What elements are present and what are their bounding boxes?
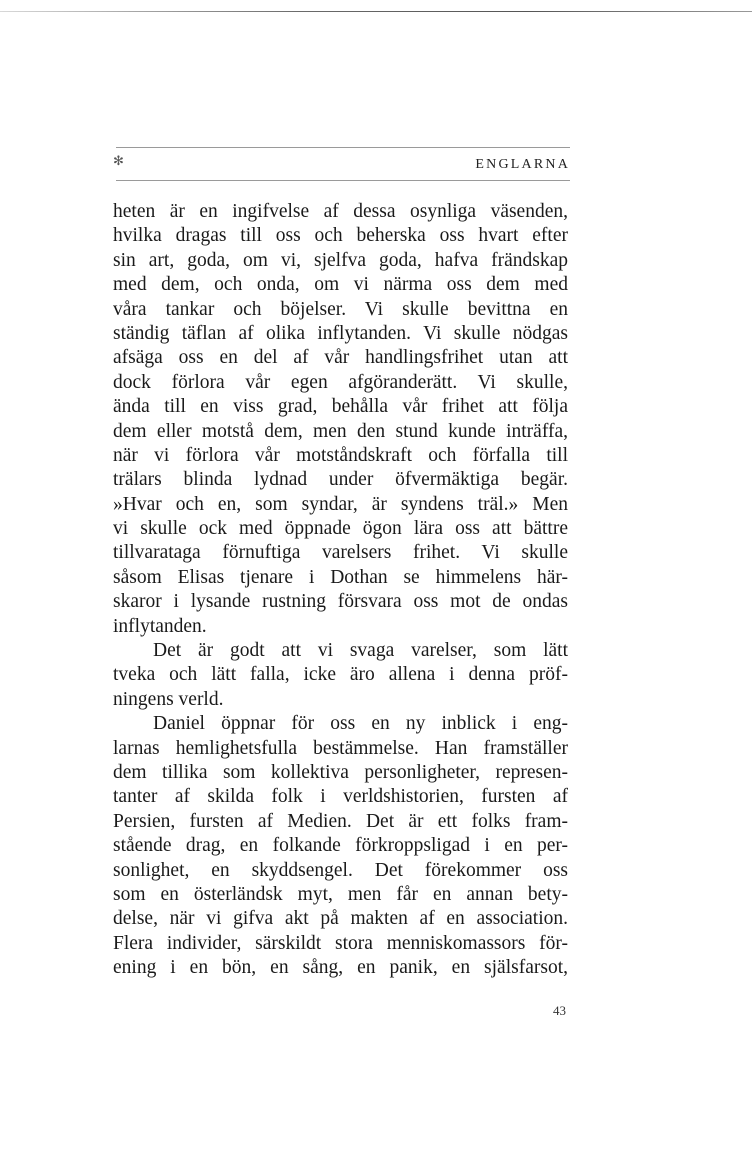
text-line: Det är godt att vi svaga varelser, som lätt bbox=[153, 640, 568, 662]
text-line: ningens verld. bbox=[113, 688, 224, 710]
text-line: tveka och lätt falla, icke äro allena i denna pröf- bbox=[113, 664, 568, 686]
running-head: ENGLARNA bbox=[475, 157, 570, 172]
header-rule-top bbox=[116, 147, 570, 148]
text-line: tanter af skilda folk i verldshistorien, fursten af bbox=[113, 786, 568, 808]
scan-edge-line bbox=[0, 11, 752, 12]
text-line: dem eller motstå dem, men den stund kunde inträffa, bbox=[113, 420, 568, 442]
text-line: Flera individer, särskildt stora menniskomassors för- bbox=[113, 932, 568, 954]
text-line: skaror i lysande rustning försvara oss mot de ondas bbox=[113, 591, 568, 613]
text-line: vi skulle ock med öppnade ögon lära oss att bättre bbox=[113, 518, 568, 540]
text-line: när vi förlora vår motståndskraft och förfalla till bbox=[113, 444, 568, 466]
text-line: trälars blinda lydnad under öfvermäktiga begär. bbox=[113, 469, 568, 491]
text-line: sonlighet, en skyddsengel. Det förekommer oss bbox=[113, 859, 568, 881]
text-line: stående drag, en folkande förkroppsligad i en per- bbox=[113, 835, 568, 857]
header-ornament-icon: ✻ bbox=[113, 153, 124, 168]
text-line: Persien, fursten af Medien. Det är ett folks fram- bbox=[113, 810, 568, 832]
header-rule-bottom bbox=[116, 180, 570, 181]
text-line: hvilka dragas till oss och beherska oss hvart efter bbox=[113, 225, 568, 247]
text-line: heten är en ingifvelse af dessa osynliga väsenden, bbox=[113, 201, 568, 222]
text-line: som en österländsk myt, men får en annan bety- bbox=[113, 883, 568, 905]
text-line: larnas hemlighetsfulla bestämmelse. Han framställer bbox=[113, 737, 568, 759]
text-line: »Hvar och en, som syndar, är syndens träl.» Men bbox=[113, 493, 568, 515]
text-line: ening i en bön, en sång, en panik, en själsfarsot, bbox=[113, 957, 568, 979]
text-line: ända till en viss grad, behålla vår frihet att följa bbox=[113, 396, 568, 418]
text-line: dock förlora vår egen afgöranderätt. Vi skulle, bbox=[113, 371, 568, 393]
text-line: inflytanden. bbox=[113, 615, 207, 637]
text-line: delse, när vi gifva akt på makten af en association. bbox=[113, 908, 568, 930]
text-line: tillvarataga förnuftiga varelsers frihet. Vi skulle bbox=[113, 542, 568, 564]
text-line: sin art, goda, om vi, sjelfva goda, hafva frändskap bbox=[113, 249, 568, 271]
text-line: såsom Elisas tjenare i Dothan se himmelens här- bbox=[113, 566, 568, 588]
text-line: med dem, och onda, om vi närma oss dem med bbox=[113, 274, 568, 296]
page-number: 43 bbox=[553, 1003, 566, 1018]
text-line: ständig täflan af olika inflytanden. Vi skulle nödgas bbox=[113, 322, 568, 344]
body-text bbox=[113, 200, 568, 981]
text-line: våra tankar och böjelser. Vi skulle bevittna en bbox=[113, 298, 568, 320]
text-line: Daniel öppnar för oss en ny inblick i eng- bbox=[153, 713, 568, 735]
text-line: dem tillika som kollektiva personligheter, represen- bbox=[113, 761, 568, 783]
text-line: afsäga oss en del af vår handlingsfrihet utan att bbox=[113, 347, 568, 369]
